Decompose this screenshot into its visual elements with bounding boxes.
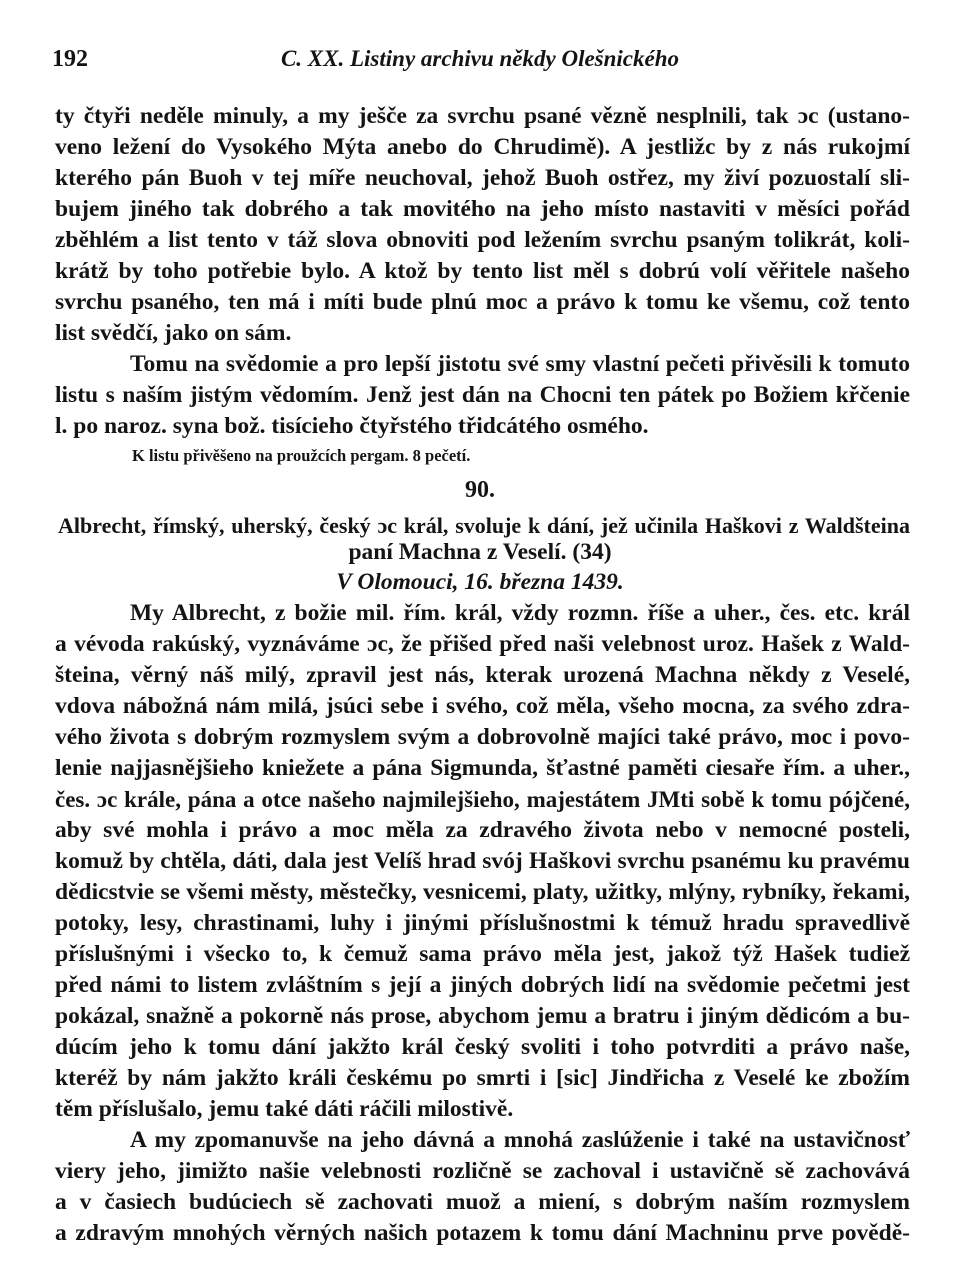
text-line: komuž by chtěla, dáti, dala jest Velíš hrad svój Haškovi svrchu psanému ku pravému: [55, 848, 910, 874]
seal-note: K listu přivěšeno na proužcích pergam. 8 pečetí.: [132, 446, 471, 465]
text-line: viery jeho, jimižto našie velebnosti rozličně se zachoval i ustavičně sě zachovává: [55, 1158, 910, 1184]
text-line: zběhlém a list tento v táž slova obnoviti pod ležením svrchu psaným tolikrát, koli-: [55, 227, 910, 253]
text-line: kterého pán Buoh v tej míře neuchoval, jehož Buoh ostřez, my živí pozuostalí sli-: [55, 165, 910, 191]
text-line: kteréž by nám jakžto králi českému po smrti i [sic] Jindřicha z Veselé ke zbožím: [55, 1065, 910, 1091]
text-line: list svědčí, jako on sám.: [55, 320, 292, 346]
text-line: čes. ɔc krále, pána a otce našeho najmilejšieho, majestátem JMti sobě k tomu pójčené,: [55, 787, 910, 812]
text-line: My Albrecht, z božie mil. řím. král, vždy rozmn. říše a uher., čes. etc. král: [130, 600, 910, 626]
text-line: těm příslušalo, jemu také dáti ráčili milostivě.: [55, 1096, 514, 1122]
text-line: šteina, věrný náš milý, zpravil jest nás, kterak urozená Machna někdy z Veselé,: [55, 662, 910, 688]
page-number: 192: [52, 46, 88, 72]
regest-line: Albrecht, římský, uherský, český ɔc král, svoluje k dání, jež učinila Haškovi z Waldšteina: [58, 513, 910, 538]
text-line: vdova nábožná nám milá, jsúci sebe i svého, což měla, všeho mocna, za svého zdra-: [55, 693, 910, 719]
text-line: potoky, lesy, chrastinami, luhy i jinými příslušnostmi k témuž hradu spravedlivě: [55, 910, 910, 936]
text-line: Tomu na svědomie a pro lepší jistotu své smy vlastní pečeti přivěsili k tomuto: [130, 351, 910, 377]
text-line: pokázal, snažně a pokorně nás prose, abychom jemu a bratru i jiným dědicóm a bu-: [55, 1003, 910, 1029]
text-line: vého života s dobrým rozmyslem svým a dobrovolně majíci také právo, moc i povo-: [55, 724, 910, 750]
text-line: listu s naším jistým vědomím. Jenž jest dán na Chocni ten pátek po Božiem křčenie: [55, 382, 910, 408]
page-header: [52, 46, 908, 82]
text-line: a vévoda rakúský, vyznáváme ɔc, že přišed před naši velebnost uroz. Hašek z Wald-: [55, 631, 910, 657]
text-line: krátž by toho potřebie bylo. A ktož by tento list měl s dobrú volí věřitele našeho: [55, 258, 910, 284]
text-line: ty čtyři neděle minuly, a my ješče za svrchu psané vězně nesplnili, tak ɔc (ustano-: [55, 103, 910, 129]
text-line: před námi to listem zvláštním s její a jiných dobrých lidí na svědomie pečetmi jest: [55, 972, 910, 998]
text-line: l. po naroz. syna bož. tisícieho čtyřstého třidcátého osmého.: [55, 413, 649, 439]
text-line: A my zpomanuvše na jeho dávná a mnohá zaslúženie i také na ustavičnosť: [130, 1127, 910, 1153]
text-line: bujem jiného tak dobrého a tak movitého na jeho místo nastaviti v měsíci pořád: [55, 196, 910, 222]
text-line: a zdravým mnohých věrných našich potazem k tomu dání Machninu prve povědě-: [55, 1220, 910, 1246]
dateline: V Olomouci, 16. března 1439.: [336, 569, 624, 595]
text-line: a v časiech budúciech sě zachovati muož a miení, s dobrým naším rozmyslem: [55, 1189, 910, 1215]
text-line: svrchu psaného, ten má i míti bude plnú moc a právo k tomu ke všemu, což tento: [55, 289, 910, 315]
text-line: dúcím jeho k tomu dání jakžto král český svoliti i toho potvrditi a právo naše,: [55, 1034, 910, 1060]
text-line: veno ležení do Vysokého Mýta anebo do Chrudimě). A jestližc by z nás rukojmí: [55, 134, 910, 160]
text-line: příslušnými i všecko to, k čemuž sama právo měla jest, jakož týž Hašek tudiež: [55, 941, 910, 967]
text-line: dědicstvie se všemi městy, městečky, vesnicemi, platy, užitky, mlýny, rybníky, řekami,: [55, 879, 910, 905]
document-number: 90.: [465, 477, 495, 503]
running-title: C. XX. Listiny archivu někdy Olešnického: [280, 46, 680, 71]
text-line: aby své mohla i právo a moc měla za zdravého života nebo v nemocné posteli,: [55, 817, 910, 843]
text-line: lenie najjasnějšieho kniežete a pána Sigmunda, šťastné paměti ciesaře řím. a uher.,: [55, 755, 910, 781]
regest-line: paní Machna z Veselí. (34): [348, 539, 612, 565]
